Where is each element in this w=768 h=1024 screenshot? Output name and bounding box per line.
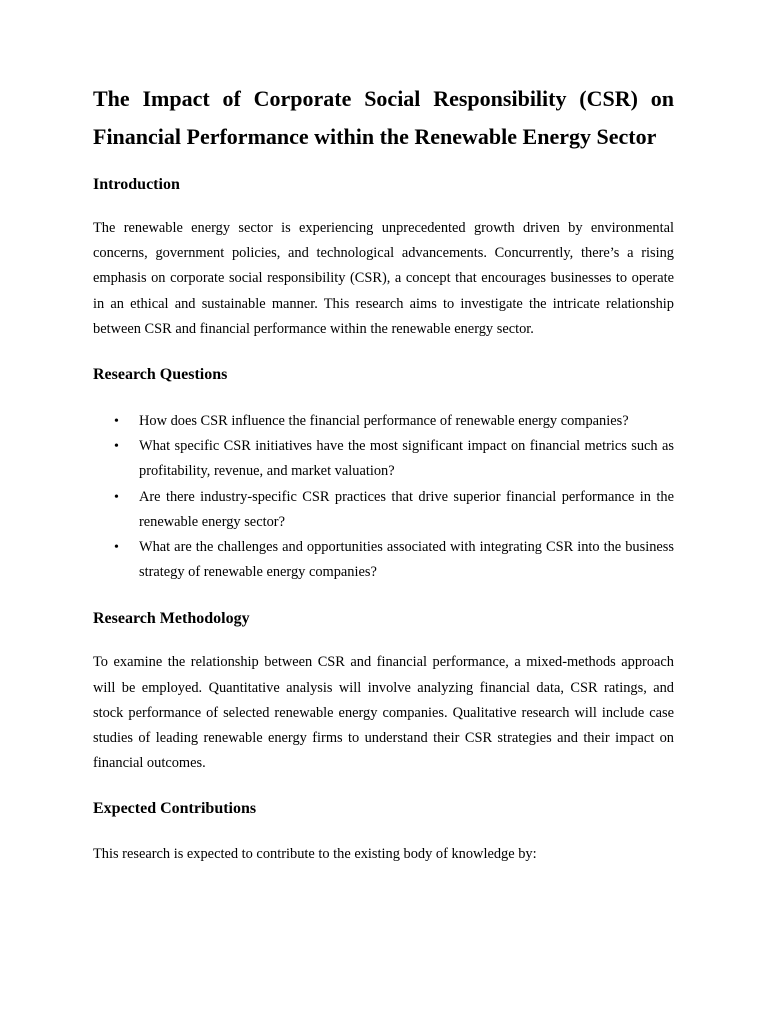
- list-item-text: Are there industry-specific CSR practices that drive superior financial performance in the renewable energy sector?: [139, 488, 674, 530]
- bullet-icon: •: [114, 540, 119, 556]
- document-page: [93, 80, 674, 868]
- bullet-icon: •: [114, 439, 119, 455]
- bullet-icon: •: [114, 489, 119, 505]
- list-item-text: What specific CSR initiatives have the most significant impact on financial metrics such as profitability, revenue, and market valuation?: [139, 438, 674, 480]
- bullet-icon: •: [114, 414, 119, 430]
- list-item: [93, 409, 674, 434]
- research-questions-heading: Research Questions: [93, 366, 228, 384]
- research-methodology-heading: Research Methodology: [93, 610, 250, 628]
- introduction-heading: Introduction: [93, 176, 180, 193]
- list-item: [93, 434, 674, 484]
- list-item: [93, 535, 674, 585]
- list-item-text: What are the challenges and opportunities associated with integrating CSR into the business strategy of renewable energy companies?: [139, 539, 674, 581]
- expected-contributions-heading: Expected Contributions: [93, 800, 257, 818]
- list-item-text: How does CSR influence the financial performance of renewable energy companies?: [139, 413, 629, 430]
- research-methodology-paragraph: To examine the relationship between CSR and financial performance, a mixed-methods approach will be employed. Quantitative analysis will involve analyzing financial data, CSR ratings, and stock performance of selected renewable energy companies. Qualitative research will include case studies of leading renewable energy firms to understand their CSR strategies and their impact on financial outcomes.: [93, 654, 674, 772]
- research-questions-list: [93, 409, 674, 585]
- document-title: The Impact of Corporate Social Responsibility (CSR) on Financial Performance within the Renewable Energy Sector: [93, 86, 674, 149]
- introduction-paragraph: The renewable energy sector is experiencing unprecedented growth driven by environmental concerns, government policies, and technological advancements. Concurrently, there’s a rising emphasis on corporate social responsibility (CSR), a concept that encourages businesses to operate in an ethical and sustainable manner. This research aims to investigate the intricate relationship between CSR and financial performance within the renewable energy sector.: [93, 220, 674, 337]
- list-item: [93, 485, 674, 535]
- expected-contributions-paragraph: This research is expected to contribute to the existing body of knowledge by:: [93, 846, 537, 863]
